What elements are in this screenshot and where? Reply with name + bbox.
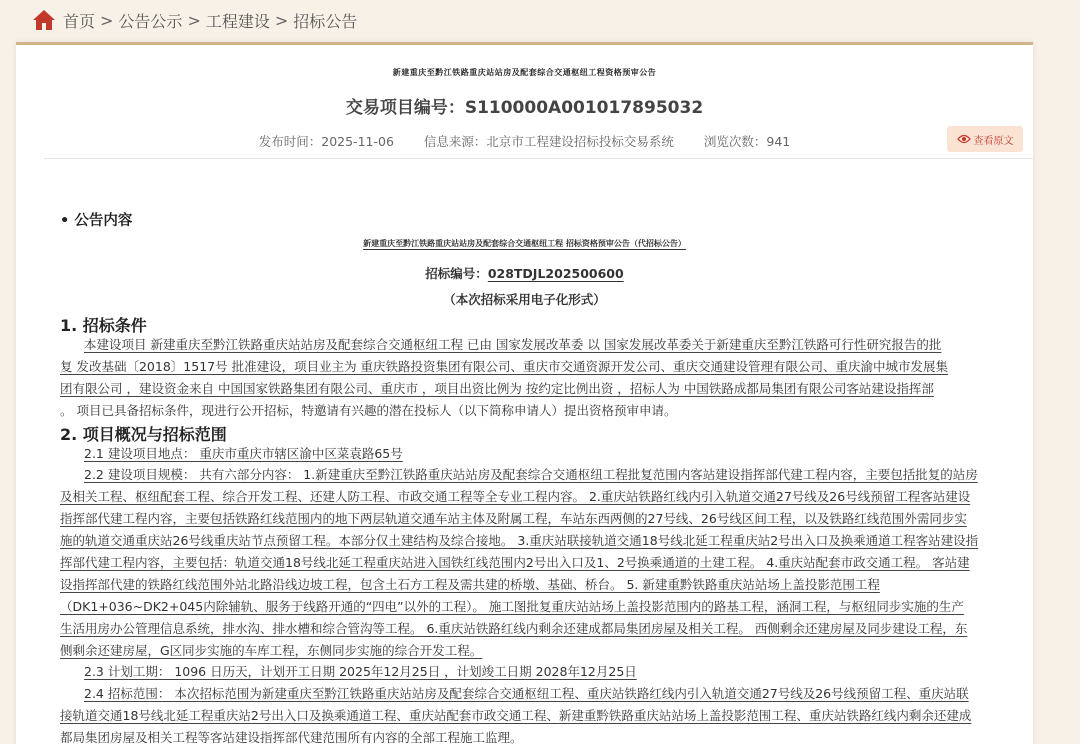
home-icon[interactable] [32, 9, 56, 31]
paragraph-line: 本建设项目 新建重庆至黔江铁路重庆站站房及配套综合交通枢纽工程 已由 国家发展改革委 以 国家发展改革委关于新建重庆至黔江铁路可行性研究报告的批 [84, 337, 942, 352]
publish-time-label: 发布时间： [258, 134, 322, 149]
breadcrumb-separator: > [100, 10, 114, 30]
views-label: 浏览次数： [703, 134, 767, 149]
breadcrumb [32, 7, 357, 33]
paragraph-line: 。 项目已具备招标条件，现进行公开招标，特邀请有兴趣的潜在投标人（以下简称申请人）提出资格预审申请。 [60, 403, 677, 418]
breadcrumb-item-tender[interactable]: 招标公告 [293, 11, 358, 31]
meta-info [16, 132, 1033, 150]
breadcrumb-item-construction[interactable]: 工程建设 [205, 11, 270, 31]
paragraph-line: 2.4 招标范围： 本次招标范围为新建重庆至黔江铁路重庆站站房及配套综合交通枢纽工程、重庆站铁路红线内引入轨道交通27号线及26号线预留工程、重庆站联 [84, 686, 969, 701]
paragraph-line: （DK1+036~DK2+045内除辅轨、服务于线路开通的“四电”以外的工程）。 施工图批复重庆站站场上盖投影范围内的路基工程，涵洞工程，与枢纽同步实施的生产 [60, 599, 964, 614]
source-label: 信息来源： [423, 134, 487, 149]
page-title: 新建重庆至黔江铁路重庆站站房及配套综合交通枢纽工程资格预审公告 [392, 68, 657, 77]
paragraph-line: 2.1 建设项目地点： 重庆市重庆市辖区渝中区菜袁路65号 [84, 446, 403, 461]
breadcrumb-home[interactable]: 首页 [63, 11, 96, 31]
view-count: 941 [766, 134, 791, 149]
paragraph-line: 指挥部代建工程内容，主要包括铁路红线范围内的地下两层轨道交通车站主体及附属工程，车站东西两侧的27号线、26号线区间工程，以及铁路红线范围外需同步实 [60, 511, 967, 526]
bid-number-label: 招标编号： [425, 266, 488, 281]
paragraph-line: 接轨道交通18号线北延工程重庆站2号出入口及换乘通道工程、重庆站配套市政交通工程、新建重黔铁路重庆站站场上盖投影范围工程、重庆站铁路红线内剩余还建成 [60, 708, 972, 723]
paragraph-line: 都局集团房屋及相关工程等客站建设指挥部代建范围所有内容的全部工程施工监理。 [60, 730, 523, 744]
paragraph-line: 设指挥部代建的铁路红线范围外站北路沿线边坡工程，包含土石方工程及需共建的桥墩、基础、桥台。 5. 新建重黔铁路重庆站站场上盖投影范围工程 [60, 577, 880, 592]
divider [44, 158, 1033, 159]
paragraph-line: 生活用房办公管理信息系统，排水沟、排水槽和综合管沟等工程。 6.重庆站铁路红线内剩余还建成都局集团房屋及相关工程。 西侧剩余还建房屋及同步建设工程，东 [60, 621, 968, 636]
heading-project-overview: 2. 项目概况与招标范围 [60, 425, 227, 444]
breadcrumb-item-announcements[interactable]: 公告公示 [118, 11, 183, 31]
bid-number-value: 028TDJL202500600 [487, 266, 624, 281]
project-number: 交易项目编号：S110000A001017895032 [345, 98, 704, 118]
electronic-form-note: （本次招标采用电子化形式） [443, 292, 606, 307]
breadcrumb-separator: > [187, 10, 201, 30]
source: 北京市工程建设招标投标交易系统 [486, 134, 674, 149]
heading-bid-conditions: 1. 招标条件 [60, 316, 147, 335]
view-original-label: 查看原文 [973, 135, 1014, 147]
paragraph-line: 2.3 计划工期： 1096 日历天，计划开工日期 2025年12月25日 ，计划竣工日期 2028年12月25日 [84, 664, 637, 679]
view-original-button[interactable] [947, 126, 1023, 152]
paragraph-line: 挥部代建工程内容，主要包括：轨道交通18号线北延工程重庆站进入国铁红线范围内2号出入口及1、2号换乘通道的土建工程。 4.重庆站配套市政交通工程。 客站建 [60, 555, 970, 570]
eye-icon [957, 134, 971, 144]
paragraph-line: 团有限公司 ，建设资金来自 中国国家铁路集团有限公司、重庆市 ，项目出资比例为 按约定比例出资 ，招标人为 中国铁路成都局集团有限公司客站建设指挥部 [60, 381, 934, 396]
paragraph-line: 2.2 建设项目规模： 共有六部分内容： 1.新建重庆至黔江铁路重庆站站房及配套综合交通枢纽工程批复范围内客站建设指挥部代建工程内容，主要包括批复的站房 [84, 467, 978, 482]
section-label: • 公告内容 [60, 213, 133, 229]
content-panel [16, 42, 1033, 744]
paragraph-line: 及相关工程、枢纽配套工程、综合开发工程、还建人防工程、市政交通工程等全专业工程内容。 2.重庆站铁路红线内引入轨道交通27号线及26号线预留工程客站建设 [60, 489, 971, 504]
paragraph-line: 侧剩余还建房屋，G区同步实施的车库工程，东侧同步实施的综合开发工程。 [60, 643, 483, 658]
publish-time: 2025-11-06 [321, 134, 394, 149]
bid-number [16, 264, 1033, 282]
paragraph-line: 施的轨道交通重庆站26号线重庆站节点预留工程。本部分仅土建结构及综合接地。 3.重庆站联接轨道交通18号线北延工程重庆站2号出入口及换乘通道工程客站建设指 [60, 533, 979, 548]
notice-title: 新建重庆至黔江铁路重庆站站房及配套综合交通枢纽工程 招标资格预审公告（代招标公告） [363, 239, 686, 248]
breadcrumb-separator: > [274, 10, 289, 30]
paragraph-line: 复 发改基础〔2018〕1517号 批准建设，项目业主为 重庆铁路投资集团有限公司、重庆市交通资源开发公司、重庆交通建设管理有限公司、重庆渝中城市发展集 [60, 359, 949, 374]
